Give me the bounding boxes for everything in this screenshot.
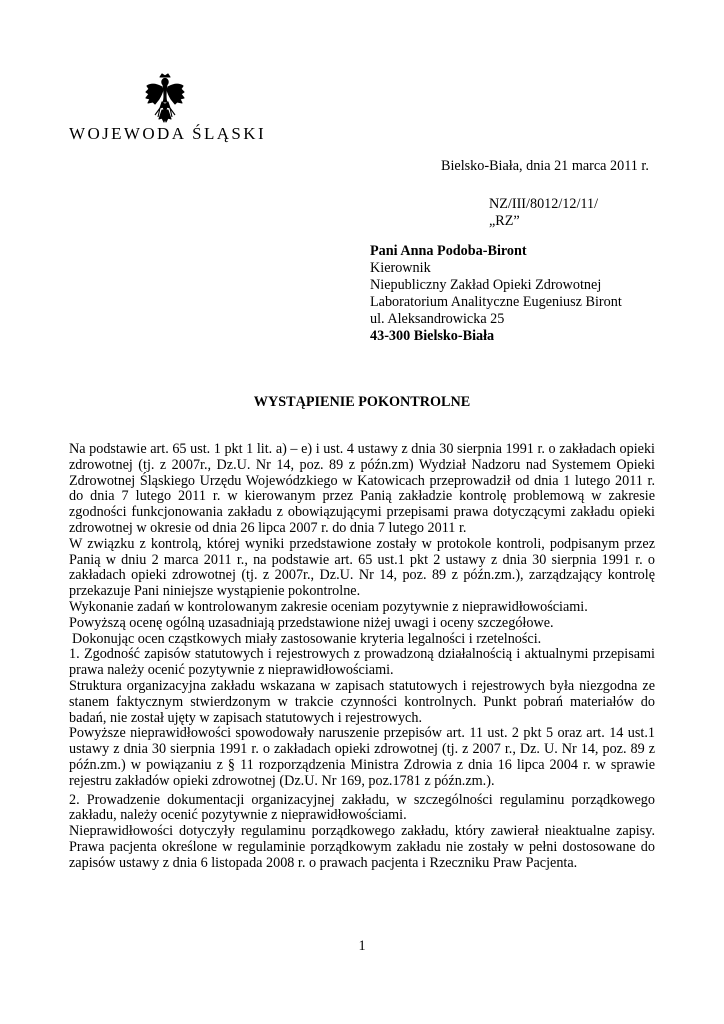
- document-title: WYSTĄPIENIE POKONTROLNE: [253, 394, 471, 410]
- recipient-org-line1: Niepubliczny Zakład Opieki Zdrowotnej: [370, 277, 602, 293]
- reference-code: „RZ”: [489, 213, 520, 229]
- document-body: [69, 442, 655, 872]
- body-paragraph: Dokonując ocen cząstkowych miały zastosowanie kryteria legalności i rzetelności.: [72, 630, 542, 647]
- authority-name: WOJEWODA ŚLĄSKI: [69, 124, 267, 143]
- recipient-org-line2: Laboratorium Analityczne Eugeniusz Biront: [370, 294, 622, 310]
- body-paragraph: W związku z kontrolą, której wyniki przedstawione zostały w protokole kontroli, podpisanym przez Panią w dniu 2 marca 2011 r., na podstawie art. 65 ust.1 pkt 2 ustawy z dnia 30 sierpnia 1991 r. o zakładach opieki zdrowotnej (tj. z 2007r., Dz.U. Nr 14, poz. 89 z późn.zm.), zarządzający kontrolę przekazuje Pani niniejsze wystąpienie pokontrolne.: [69, 535, 655, 600]
- recipient-name: Pani Anna Podoba-Biront: [370, 243, 527, 259]
- body-paragraph: Powyższą ocenę ogólną uzasadniają przedstawione niżej uwagi i oceny szczegółowe.: [69, 614, 554, 631]
- body-paragraph: Nieprawidłowości dotyczyły regulaminu porządkowego zakładu, który zawierał nieaktualne zapisy. Prawa pacjenta określone w regulaminie porządkowym zakładu nie zostały w pełni dostosowane do zapisów ustawy z dnia 6 listopada 2008 r. o prawach pacjenta i Rzeczniku Praw Pacjenta.: [69, 823, 655, 871]
- reference-number: NZ/III/8012/12/11/: [489, 196, 599, 212]
- reference-block: [489, 196, 598, 230]
- body-paragraph: Wykonanie zadań w kontrolowanym zakresie oceniam pozytywnie z nieprawidłowościami.: [69, 598, 588, 615]
- recipient-address: [370, 243, 622, 345]
- body-paragraph: Struktura organizacyjna zakładu wskazana w zapisach statutowych i rejestrowych była niezgodna ze stanem faktycznym stwierdzonym w trakcie czynności kontrolnych. Punkt pobrań materiałów do badań, nie został ujęty w zapisach statutowych i rejestrowych.: [69, 677, 655, 726]
- body-paragraph: 2. Prowadzenie dokumentacji organizacyjnej zakładu, w szczególności regulaminu porządkowego zakładu, należy ocenić pozytywnie z nieprawidłowościami.: [69, 791, 655, 824]
- place-and-date: Bielsko-Biała, dnia 21 marca 2011 r.: [441, 158, 649, 174]
- polish-eagle-emblem-icon: [143, 72, 187, 124]
- recipient-street: ul. Aleksandrowicka 25: [370, 311, 505, 327]
- body-paragraph: Powyższe nieprawidłowości spowodowały naruszenie przepisów art. 11 ust. 2 pkt 5 oraz art. 14 ust.1 ustawy z dnia 30 sierpnia 1991 r. o zakładach opieki zdrowotnej (tj. z 2007 r., Dz. U. Nr 14, poz. 89 z późn.zm.) w powiązaniu z § 11 rozporządzenia Ministra Zdrowia z dnia 16 lipca 2004 r. w sprawie rejestru zakładów opieki zdrowotnej (Dz.U. Nr 169, poz.1781 z późn.zm.).: [69, 725, 655, 789]
- page-number: 1: [358, 938, 366, 954]
- body-paragraph: Na podstawie art. 65 ust. 1 pkt 1 lit. a) – e) i ust. 4 ustawy z dnia 30 sierpnia 1991 r. o zakładach opieki zdrowotnej (tj. z 2007r., Dz.U. Nr 14, poz. 89 z późn.zm) Wydział Nadzoru nad Systemem Opieki Zdrowotnej Śląskiego Urzędu Wojewódzkiego w Katowicach przeprowadził od dnia 1 lutego 2011 r. do dnia 7 lutego 2011 r. w kierowanym przez Panią zakładzie kontrolę problemową w zakresie zgodności funkcjonowania zakładu z obowiązującymi przepisami prawa dotyczącymi zakładu opieki zdrowotnej w okresie od dnia 26 lipca 2007 r. do dnia 7 lutego 2011 r.: [69, 441, 655, 536]
- recipient-position: Kierownik: [370, 260, 431, 276]
- recipient-city: 43-300 Bielsko-Biała: [370, 328, 495, 344]
- body-paragraph: 1. Zgodność zapisów statutowych i rejestrowych z prowadzoną działalnością i aktualnymi przepisami prawa należy ocenić pozytywnie z nieprawidłowościami.: [69, 646, 655, 679]
